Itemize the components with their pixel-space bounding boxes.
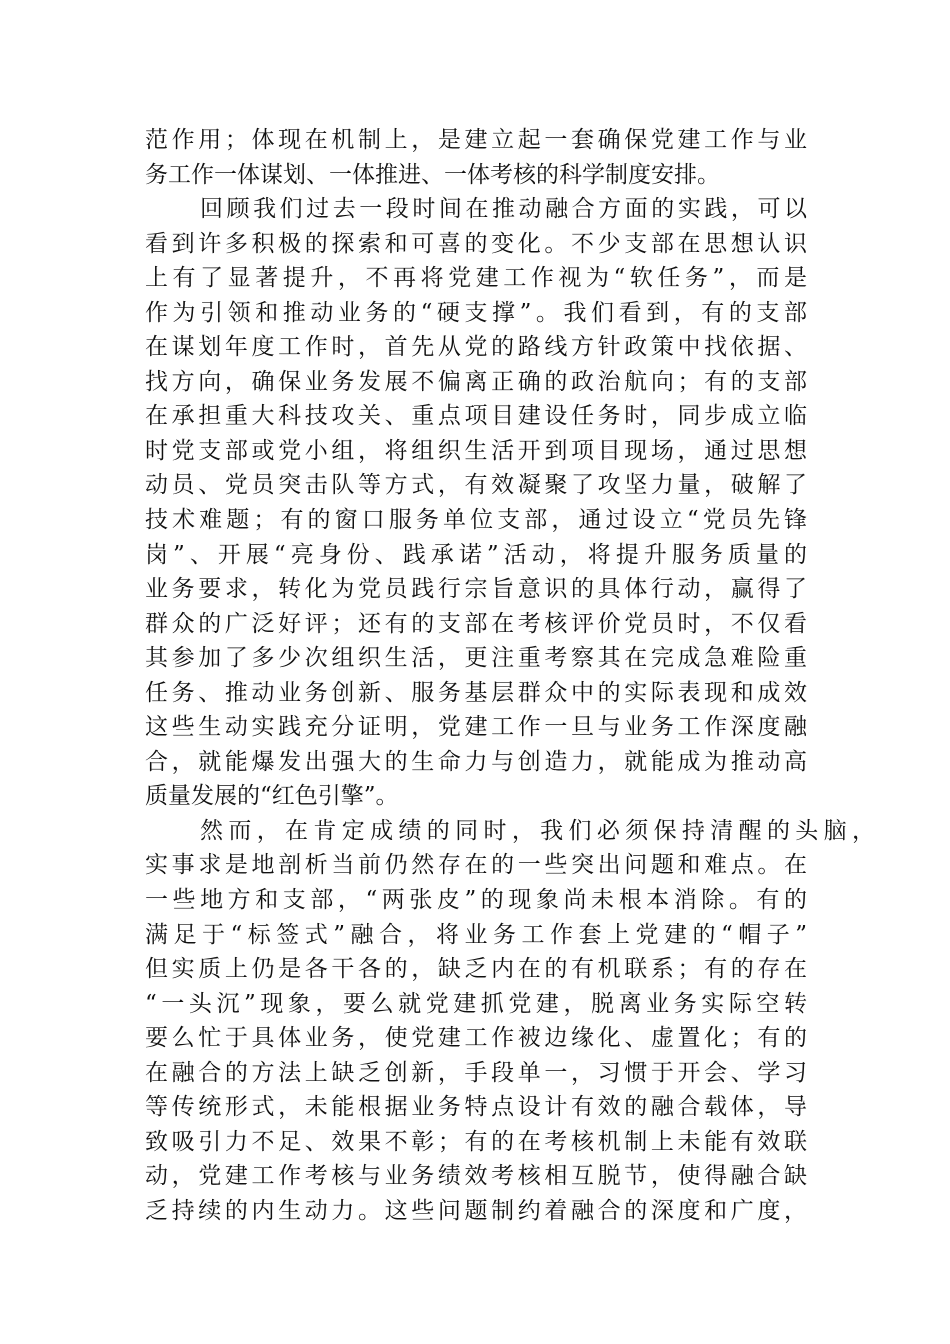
paragraph [145, 123, 807, 192]
text-line: 实事求是地剖析当前仍然存在的一些突出问题和难点。在 [145, 852, 807, 879]
text-line: 任务、推动业务创新、服务基层群众中的实际表现和成效 [145, 679, 807, 706]
text-line: 要么忙于具体业务，使党建工作被边缘化、虚置化；有的 [145, 1025, 807, 1052]
text-line: 岗”、开展“亮身份、践承诺”活动，将提升服务质量的 [145, 541, 807, 568]
text-line: 动员、党员突击队等方式，有效凝聚了攻坚力量，破解了 [145, 472, 807, 499]
document-page [145, 123, 875, 1229]
text-line: 在融合的方法上缺乏创新，手段单一，习惯于开会、学习 [145, 1059, 807, 1086]
text-line: 一些地方和支部，“两张皮”的现象尚未根本消除。有的 [145, 887, 807, 914]
paragraph [145, 814, 875, 1229]
text-line: 找方向，确保业务发展不偏离正确的政治航向；有的支部 [145, 368, 807, 395]
text-line: 合，就能爆发出强大的生命力与创造力，就能成为推动高 [145, 748, 807, 775]
text-line: 等传统形式，未能根据业务特点设计有效的融合载体，导 [145, 1094, 807, 1121]
text-line: 群众的广泛好评；还有的支部在考核评价党员时，不仅看 [145, 610, 807, 637]
text-line: 质量发展的“红色引擎”。 [145, 783, 399, 810]
text-line: 在承担重大科技攻关、重点项目建设任务时，同步成立临 [145, 403, 807, 430]
text-line: 回顾我们过去一段时间在推动融合方面的实践，可以 [200, 196, 807, 223]
paragraph [145, 192, 807, 814]
text-line: 乏持续的内生动力。这些问题制约着融合的深度和广度， [145, 1197, 807, 1224]
text-line: 范作用；体现在机制上，是建立起一套确保党建工作与业 [145, 127, 807, 153]
text-line: 作为引领和推动业务的“硬支撑”。我们看到，有的支部 [145, 299, 807, 326]
text-line: 上有了显著提升，不再将党建工作视为“软任务”，而是 [145, 265, 807, 292]
text-line: 致吸引力不足、效果不彰；有的在考核机制上未能有效联 [145, 1128, 807, 1155]
text-line: 这些生动实践充分证明，党建工作一旦与业务工作深度融 [145, 714, 807, 741]
text-line: 业务要求，转化为党员践行宗旨意识的具体行动，赢得了 [145, 576, 807, 603]
text-line: 技术难题；有的窗口服务单位支部，通过设立“党员先锋 [145, 507, 807, 534]
text-line: 动，党建工作考核与业务绩效考核相互脱节，使得融合缺 [145, 1163, 807, 1190]
text-line: 其参加了多少次组织生活，更注重考察其在完成急难险重 [145, 645, 807, 672]
text-line: 时党支部或党小组，将组织生活开到项目现场，通过思想 [145, 437, 807, 464]
text-line: 在谋划年度工作时，首先从党的路线方针政策中找依据、 [145, 334, 807, 361]
text-line: “一头沉”现象，要么就党建抓党建，脱离业务实际空转 [145, 990, 807, 1017]
text-line: 但实质上仍是各干各的，缺乏内在的有机联系；有的存在 [145, 956, 807, 983]
text-line: 满足于“标签式”融合，将业务工作套上党建的“帽子” [145, 921, 807, 948]
text-line: 看到许多积极的探索和可喜的变化。不少支部在思想认识 [145, 230, 807, 257]
text-line: 务工作一体谋划、一体推进、一体考核的科学制度安排。 [145, 161, 720, 188]
text-line: 然而，在肯定成绩的同时，我们必须保持清醒的头脑， [200, 817, 875, 844]
